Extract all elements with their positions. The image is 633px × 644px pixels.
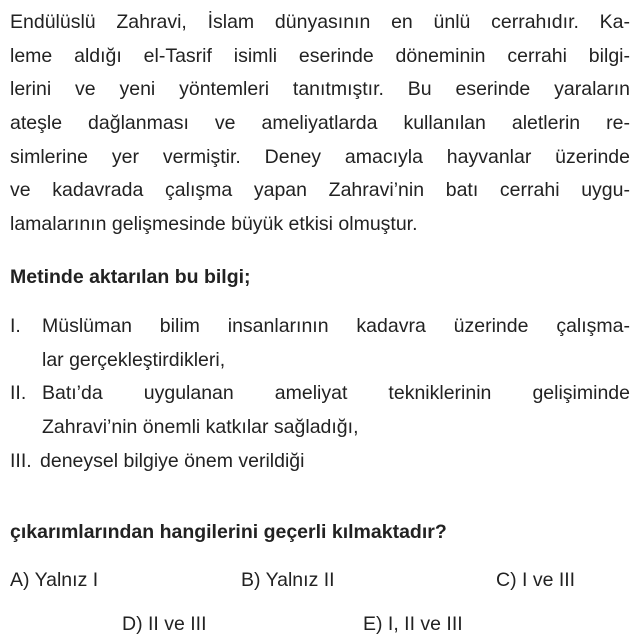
passage-paragraph	[10, 6, 630, 242]
passage-line: lerini ve yeni yöntemleri tanıtmıştır. Bu eserinde yaraların	[10, 78, 630, 101]
statement-line: Zahravi’nin önemli katkılar sağladığı,	[42, 416, 359, 439]
option-a[interactable]: A) Yalnız I	[10, 569, 99, 591]
passage-line: leme aldığı el-Tasrif isimli eserinde döneminin cerrahi bilgi-	[10, 44, 630, 67]
statement-3	[10, 445, 630, 479]
statement-2	[10, 377, 630, 444]
statement-number: I.	[10, 315, 21, 337]
question-title: Metinde aktarılan bu bilgi;	[10, 266, 251, 288]
passage-line: ateşle dağlanması ve ameliyatlarda kullanılan aletlerin re-	[10, 112, 630, 135]
statement-number: II.	[10, 382, 27, 405]
statement-line: deneysel bilgiye önem verildiği	[40, 449, 305, 472]
option-e[interactable]: E) I, II ve III	[363, 613, 463, 635]
passage-line: lamalarının gelişmesinde büyük etkisi olmuştur.	[10, 213, 418, 236]
statement-1	[10, 310, 630, 377]
statement-line: lar gerçekleştirdikleri,	[42, 348, 226, 371]
passage-line: ve kadavrada çalışma yapan Zahravi’nin batı cerrahi uygu-	[10, 179, 630, 202]
passage-line: Endülüslü Zahravi, İslam dünyasının en ünlü cerrahıdır. Ka-	[10, 11, 630, 33]
option-d[interactable]: D) II ve III	[122, 613, 207, 635]
statement-line: Batı’da uygulanan ameliyat tekniklerinin gelişiminde	[42, 382, 630, 405]
statement-line: Müslüman bilim insanlarının kadavra üzerinde çalışma-	[42, 315, 630, 337]
question-stem: çıkarımlarından hangilerini geçerli kılmaktadır?	[10, 521, 447, 543]
option-c[interactable]: C) I ve III	[496, 569, 576, 591]
passage-line: simlerine yer vermiştir. Deney amacıyla hayvanlar üzerinde	[10, 145, 630, 168]
option-b[interactable]: B) Yalnız II	[241, 569, 335, 591]
statement-list	[10, 310, 630, 478]
statement-number: III.	[10, 449, 32, 472]
